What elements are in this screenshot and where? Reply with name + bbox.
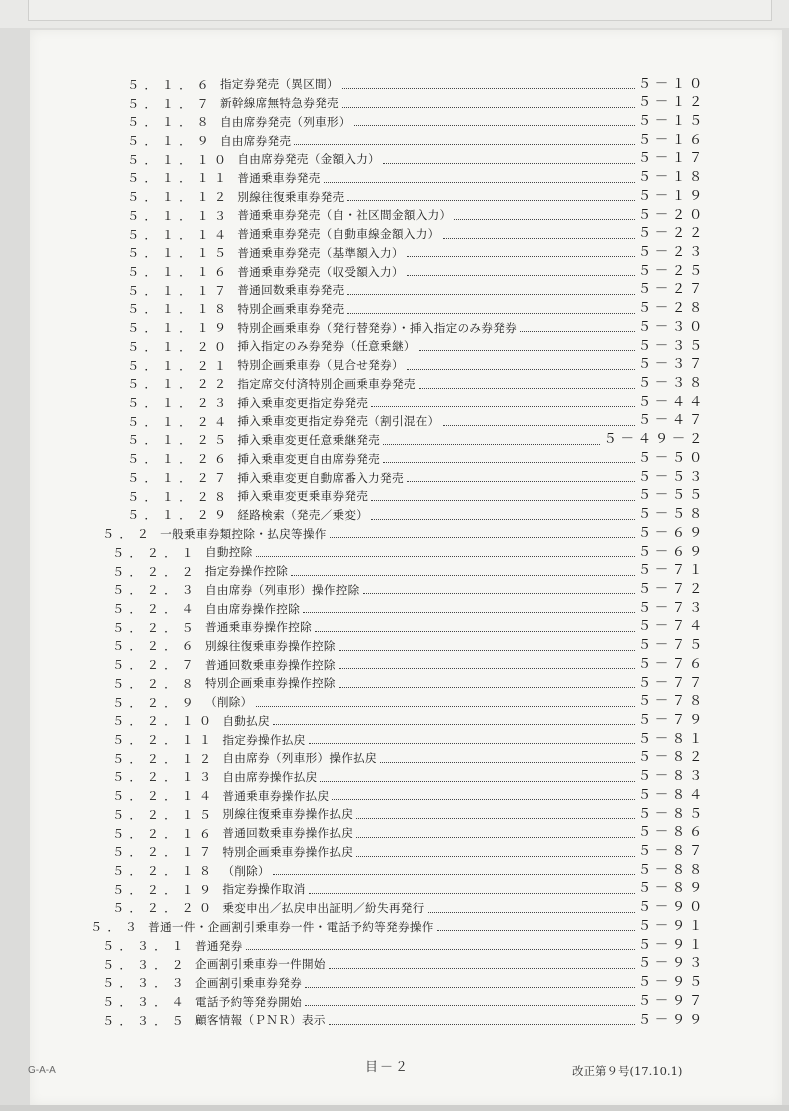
toc-dot-leader: [330, 536, 635, 538]
toc-entry[interactable]: [127, 260, 706, 278]
toc-section-title: 顧客情報（ＰＮＲ）表示: [194, 1013, 326, 1028]
toc-section-title: 自由席券操作払戻: [222, 770, 318, 785]
footer-code: G-A-A: [28, 1065, 56, 1076]
toc-section-number: ５．２: [102, 527, 155, 542]
toc-section-title: 特別企画乗車券操作払戻: [222, 844, 354, 859]
toc-section-title: 別線往復乗車券発売: [237, 189, 345, 204]
toc-section-number: ５．３．２: [102, 957, 189, 972]
toc-entry[interactable]: [112, 578, 706, 596]
toc-entry[interactable]: [112, 541, 706, 559]
toc-entry[interactable]: [90, 915, 706, 933]
toc-page-number: ５－６９: [637, 543, 706, 560]
toc-page-number: ５－１０: [637, 75, 706, 92]
toc-entry[interactable]: [102, 972, 706, 990]
toc-entry[interactable]: [127, 466, 706, 484]
toc-entry[interactable]: [112, 616, 706, 634]
toc-dot-leader: [437, 929, 635, 931]
bottom-strip: [0, 1105, 789, 1111]
toc-page-number: ５－２７: [637, 281, 706, 298]
top-frame: [28, 0, 772, 21]
toc-entry[interactable]: [112, 822, 706, 840]
toc-dot-leader: [443, 237, 635, 239]
toc-page-number: ５－７７: [637, 674, 706, 691]
toc-page-number: ５－４９－２: [603, 431, 706, 448]
toc-section-number: ５．１．６: [127, 77, 214, 92]
toc-entry[interactable]: [112, 803, 706, 821]
toc-section-title: 別線往復乗車券操作払戻: [222, 807, 354, 822]
toc-section-title: 普通一件・企画割引乗車券一件・電話予約等発券操作: [148, 919, 434, 934]
toc-dot-leader: [320, 780, 634, 782]
toc-dot-leader: [520, 330, 635, 332]
toc-section-title: 挿入乗車変更任意乗継発売: [237, 433, 381, 448]
toc-dot-leader: [339, 667, 635, 669]
toc-section-title: 普通乗車券発売: [237, 171, 321, 185]
toc-section-title: 企画割引乗車券発券: [194, 975, 302, 990]
toc-section-number: ５．１．２１: [127, 358, 232, 373]
toc-page-number: ５－４７: [637, 412, 706, 429]
toc-page-number: ５－１２: [637, 94, 706, 111]
toc-dot-leader: [273, 873, 635, 875]
toc-section-number: ５．１．２２: [127, 377, 232, 392]
toc-section-title: 別線往復乗車券操作控除: [204, 639, 336, 653]
toc-page-number: ５－９７: [637, 992, 706, 1009]
toc-dot-leader: [339, 649, 635, 651]
toc-section-title: 挿入乗車変更指定券発売（割引混在）: [237, 414, 440, 429]
toc-section-title: 挿入乗車変更自由席券発売: [237, 451, 381, 466]
toc-section-title: （削除）: [204, 695, 253, 710]
toc-section-number: ５．２．８: [112, 676, 199, 691]
toc-section-title: 新幹線席無特急券発売: [219, 96, 339, 111]
toc-entry[interactable]: [127, 485, 706, 503]
toc-entry[interactable]: [127, 391, 706, 409]
toc-section-number: ５．３: [90, 920, 143, 935]
toc-entry[interactable]: [127, 92, 706, 110]
toc-page-number: ５－８５: [637, 805, 706, 822]
toc-section-title: （削除）: [222, 863, 270, 878]
toc-entry[interactable]: [127, 373, 706, 391]
toc-section-number: ５．１．１６: [127, 264, 232, 279]
toc-section-number: ５．３．１: [102, 938, 189, 953]
toc-dot-leader: [383, 461, 635, 463]
toc-section-number: ５．１．１５: [127, 246, 232, 261]
toc-section-title: 指定券発売（異区間）: [219, 77, 339, 92]
toc-entry[interactable]: [112, 878, 706, 896]
toc-page-number: ５－３５: [637, 337, 706, 354]
toc-page-number: ５－９３: [637, 955, 706, 972]
toc-page-number: ５－７３: [637, 599, 706, 616]
toc-section-number: ５．２．９: [112, 695, 199, 710]
toc-section-number: ５．１．９: [127, 133, 214, 148]
toc-dot-leader: [371, 499, 634, 501]
toc-section-title: 自由席券（列車形）操作払戻: [222, 751, 377, 766]
toc-dot-leader: [339, 686, 635, 688]
toc-dot-leader: [315, 630, 635, 632]
toc-dot-leader: [347, 293, 634, 295]
toc-section-number: ５．２．１５: [112, 807, 217, 822]
toc-page-number: ５－４４: [637, 393, 706, 410]
toc-page-number: ５－７９: [637, 711, 706, 728]
toc-section-number: ５．２．１７: [112, 845, 217, 860]
toc-dot-leader: [371, 518, 634, 520]
toc-page-number: ５－８２: [637, 749, 706, 766]
toc-entry[interactable]: [102, 990, 706, 1008]
toc-section-title: 企画割引乗車券一件開始: [194, 957, 326, 972]
toc-section-title: 自動控除: [204, 545, 253, 560]
toc-dot-leader: [380, 761, 635, 763]
toc-dot-leader: [342, 87, 635, 89]
toc-entry[interactable]: [112, 841, 706, 859]
toc-dot-leader: [305, 1004, 635, 1006]
toc-section-number: ５．２．１３: [112, 770, 217, 785]
toc-entry[interactable]: [127, 335, 706, 353]
toc-section-number: ５．１．２９: [127, 508, 232, 523]
toc-page-number: ５－９０: [637, 899, 706, 916]
toc-dot-leader: [407, 255, 635, 257]
toc-section-title: 自由席券操作控除: [204, 601, 301, 616]
document-page: [30, 30, 782, 1105]
toc-dot-leader: [291, 574, 634, 576]
toc-entry[interactable]: [112, 691, 706, 709]
toc-section-title: 特別企画乗車券（発行替発券）・挿入指定のみ券発券: [237, 320, 517, 335]
toc-section-title: 自由席券発売（列車形）: [219, 114, 351, 129]
toc-entry[interactable]: [112, 672, 706, 690]
toc-page-number: ５－７５: [637, 637, 706, 654]
toc-entry[interactable]: [112, 784, 706, 802]
toc-section-title: 自動払戻: [222, 713, 270, 728]
toc-page-number: ５－５３: [637, 468, 706, 485]
toc-section-title: 乗変申出／払戻申出証明／紛失再発行: [222, 901, 425, 916]
toc-entry[interactable]: [102, 953, 706, 971]
toc-dot-leader: [443, 424, 635, 426]
toc-section-title: 特別企画乗車券（見合せ発券）: [237, 358, 404, 373]
toc-dot-leader: [342, 106, 635, 108]
toc-page-number: ５－１９: [637, 187, 706, 204]
toc-section-title: 特別企画乗車券発売: [237, 302, 345, 317]
toc-entry[interactable]: [112, 897, 706, 915]
toc-page-number: ５－７６: [637, 655, 706, 672]
toc-section-title: 挿入乗車変更指定券発売: [237, 395, 369, 410]
toc-section-title: 普通乗車券発売（自動車線金額入力）: [237, 227, 440, 242]
toc-section-number: ５．２．２０: [112, 901, 217, 916]
toc-entry[interactable]: [112, 709, 706, 727]
toc-dot-leader: [303, 611, 635, 613]
toc-page-number: ５－８１: [637, 730, 706, 747]
toc-section-title: 挿入乗車変更乗車券発売: [237, 489, 369, 504]
toc-dot-leader: [407, 368, 635, 370]
toc-entry[interactable]: [127, 298, 706, 316]
toc-entry[interactable]: [112, 635, 706, 653]
toc-section-number: ５．１．２４: [127, 414, 232, 429]
toc-dot-leader: [356, 855, 634, 857]
toc-section-number: ５．３．４: [102, 995, 189, 1010]
toc-section-number: ５．２．１１: [112, 732, 217, 747]
toc-page-number: ５－７２: [637, 580, 706, 597]
toc-section-number: ５．１．２７: [127, 470, 232, 485]
toc-section-title: 挿入指定のみ券発券（任意乗継）: [237, 339, 416, 354]
toc-dot-leader: [246, 948, 635, 950]
toc-page-number: ５－９１: [637, 936, 706, 953]
toc-section-title: 普通乗車券発売（収受額入力）: [237, 264, 404, 279]
toc-dot-leader: [419, 349, 635, 351]
toc-entry[interactable]: [127, 354, 706, 372]
toc-section-number: ５．１．１１: [127, 171, 232, 186]
toc-section-number: ５．２．１６: [112, 826, 217, 841]
toc-section-title: 経路検索（発売／乗変）: [237, 507, 369, 522]
toc-dot-leader: [309, 892, 635, 894]
toc-section-number: ５．１．１４: [127, 227, 232, 242]
toc-section-number: ５．２．１０: [112, 714, 217, 729]
toc-page-number: ５－９５: [637, 974, 706, 991]
toc-dot-leader: [407, 480, 635, 482]
toc-section-number: ５．２．２: [112, 564, 199, 579]
toc-section-number: ５．２．５: [112, 620, 199, 635]
toc-section-title: 普通回数乗車券発売: [237, 283, 345, 298]
toc-section-title: 指定券操作払戻: [222, 732, 306, 747]
toc-page-number: ５－９９: [637, 1011, 706, 1028]
toc-page-number: ５－５８: [637, 506, 706, 523]
toc-entry[interactable]: [127, 73, 706, 91]
toc-entry[interactable]: [102, 934, 706, 952]
toc-section-number: ５．１．８: [127, 115, 214, 130]
toc-entry[interactable]: [127, 447, 706, 465]
toc-section-title: 普通乗車券操作払戻: [222, 788, 330, 803]
toc-entry[interactable]: [127, 223, 706, 241]
toc-entry[interactable]: [102, 522, 706, 540]
toc-section-title: 一般乗車券類控除・払戻等操作: [160, 526, 327, 541]
toc-dot-leader: [332, 798, 634, 800]
toc-entry[interactable]: [112, 597, 706, 615]
toc-section-number: ５．３．３: [102, 976, 189, 991]
toc-section-number: ５．１．１０: [127, 152, 232, 167]
toc-page-number: ５－３７: [637, 356, 706, 373]
toc-page-number: ５－７１: [637, 562, 706, 579]
toc-dot-leader: [256, 705, 635, 707]
toc-section-number: ５．１．２６: [127, 452, 232, 467]
toc-section-number: ５．２．６: [112, 639, 199, 654]
toc-dot-leader: [419, 387, 635, 389]
toc-section-title: 電話予約等発券開始: [194, 994, 302, 1009]
toc-dot-leader: [356, 817, 634, 819]
toc-section-title: 普通乗車券発売（基準額入力）: [237, 245, 404, 260]
toc-entry[interactable]: [112, 560, 706, 578]
toc-entry[interactable]: [127, 410, 706, 428]
toc-section-title: 普通回数乗車券操作払戻: [222, 826, 354, 841]
toc-dot-leader: [256, 555, 635, 557]
toc-page-number: ５－１６: [637, 131, 706, 148]
toc-section-title: 自由席券発売（金額入力）: [237, 152, 381, 167]
toc-entry[interactable]: [127, 185, 706, 203]
toc-section-title: 普通乗車券操作控除: [204, 620, 312, 635]
toc-page-number: ５－１５: [637, 112, 706, 129]
toc-entry[interactable]: [102, 1009, 706, 1027]
toc-entry[interactable]: [112, 859, 706, 877]
toc-dot-leader: [273, 723, 635, 725]
toc-section-title: 挿入乗車変更自動席番入力発売: [237, 470, 404, 485]
toc-page-number: ５－２２: [637, 225, 706, 242]
toc-page-number: ５－６９: [637, 524, 706, 541]
toc-page-number: ５－２５: [637, 262, 706, 279]
toc-page-number: ５－３０: [637, 318, 706, 335]
toc-section-title: 普通乗車券発売（自・社区間金額入力）: [237, 208, 452, 223]
toc-dot-leader: [324, 181, 635, 183]
toc-entry[interactable]: [127, 429, 706, 447]
toc-page-number: ５－２０: [637, 206, 706, 223]
toc-entry[interactable]: [112, 747, 706, 765]
toc-dot-leader: [309, 742, 635, 744]
toc-entry[interactable]: [127, 129, 706, 147]
toc-section-number: ５．１．２０: [127, 339, 232, 354]
toc-section-title: 自由席券発売: [219, 133, 292, 148]
toc-dot-leader: [347, 312, 634, 314]
toc-entry[interactable]: [127, 204, 706, 222]
toc-entry[interactable]: [112, 653, 706, 671]
toc-section-title: 指定席交付済特別企画乗車券発売: [237, 376, 416, 391]
toc-entry[interactable]: [127, 316, 706, 334]
toc-section-title: 自由席券（列車形）操作控除: [204, 582, 360, 597]
toc-entry[interactable]: [127, 148, 706, 166]
toc-dot-leader: [454, 218, 634, 220]
toc-page-number: ５－５５: [637, 487, 706, 504]
toc-dot-leader: [371, 405, 634, 407]
toc-dot-leader: [305, 986, 635, 988]
toc-page-number: ５－３８: [637, 375, 706, 392]
toc-page-number: ５－９１: [637, 917, 706, 934]
toc-dot-leader: [354, 124, 635, 126]
footer-page-number: 目－２: [365, 1060, 411, 1075]
toc-section-number: ５．２．１８: [112, 864, 217, 879]
footer-revision: 改正第９号(17.10.1): [572, 1064, 683, 1078]
toc-entry[interactable]: [127, 504, 706, 522]
toc-section-number: ５．２．１２: [112, 751, 217, 766]
toc-section-number: ５．２．１: [112, 545, 199, 560]
toc-dot-leader: [383, 443, 600, 445]
toc-page-number: ５－７８: [637, 693, 706, 710]
toc-dot-leader: [363, 592, 635, 594]
toc-page-number: ５－２３: [637, 243, 706, 260]
toc-page-number: ５－８３: [637, 768, 706, 785]
toc-dot-leader: [347, 199, 634, 201]
toc-section-number: ５．２．７: [112, 658, 199, 673]
toc-section-number: ５．１．２８: [127, 489, 232, 504]
toc-page-number: ５－５０: [637, 449, 706, 466]
toc-section-number: ５．２．１４: [112, 789, 217, 804]
toc-page-number: ５－７４: [637, 618, 706, 635]
toc-section-number: ５．２．３: [112, 583, 199, 598]
toc-section-number: ５．２．１９: [112, 882, 217, 897]
toc-page-number: ５－８６: [637, 824, 706, 841]
toc-entry[interactable]: [127, 110, 706, 128]
toc-section-number: ５．３．５: [102, 1013, 189, 1028]
toc-page-number: ５－８８: [637, 861, 706, 878]
toc-section-title: 普通発券: [194, 938, 243, 953]
toc-entry[interactable]: [112, 766, 706, 784]
toc-entry[interactable]: [127, 167, 706, 185]
toc-entry[interactable]: [112, 728, 706, 746]
toc-section-title: 特別企画乗車券操作控除: [204, 676, 336, 691]
toc-section-number: ５．１．２５: [127, 433, 232, 448]
toc-section-number: ５．１．１３: [127, 208, 232, 223]
toc-section-title: 普通回数乗車券操作控除: [204, 657, 336, 672]
toc-section-title: 指定券操作取消: [222, 882, 306, 897]
toc-dot-leader: [407, 274, 635, 276]
toc-dot-leader: [356, 836, 634, 838]
toc-page-number: ５－１７: [637, 150, 706, 167]
toc-dot-leader: [383, 162, 635, 164]
toc-section-number: ５．１．１８: [127, 302, 232, 317]
toc-dot-leader: [428, 911, 635, 913]
toc-section-number: ５．１．１２: [127, 190, 232, 205]
toc-section-number: ５．１．１７: [127, 283, 232, 298]
toc-entry[interactable]: [127, 279, 706, 297]
toc-page-number: ５－８４: [637, 786, 706, 803]
toc-entry[interactable]: [127, 241, 706, 259]
toc-dot-leader: [329, 1023, 635, 1025]
toc-dot-leader: [294, 143, 634, 145]
toc-page-number: ５－１８: [637, 169, 706, 186]
toc-section-number: ５．１．７: [127, 96, 214, 111]
toc-page-number: ５－８７: [637, 843, 706, 860]
toc-section-number: ５．１．２３: [127, 396, 232, 411]
toc-dot-leader: [329, 967, 635, 969]
toc-page-number: ５－８９: [637, 880, 706, 897]
toc-section-number: ５．２．４: [112, 601, 199, 616]
toc-section-title: 指定券操作控除: [204, 564, 289, 579]
toc-page-number: ５－２８: [637, 300, 706, 317]
toc-section-number: ５．１．１９: [127, 321, 232, 336]
